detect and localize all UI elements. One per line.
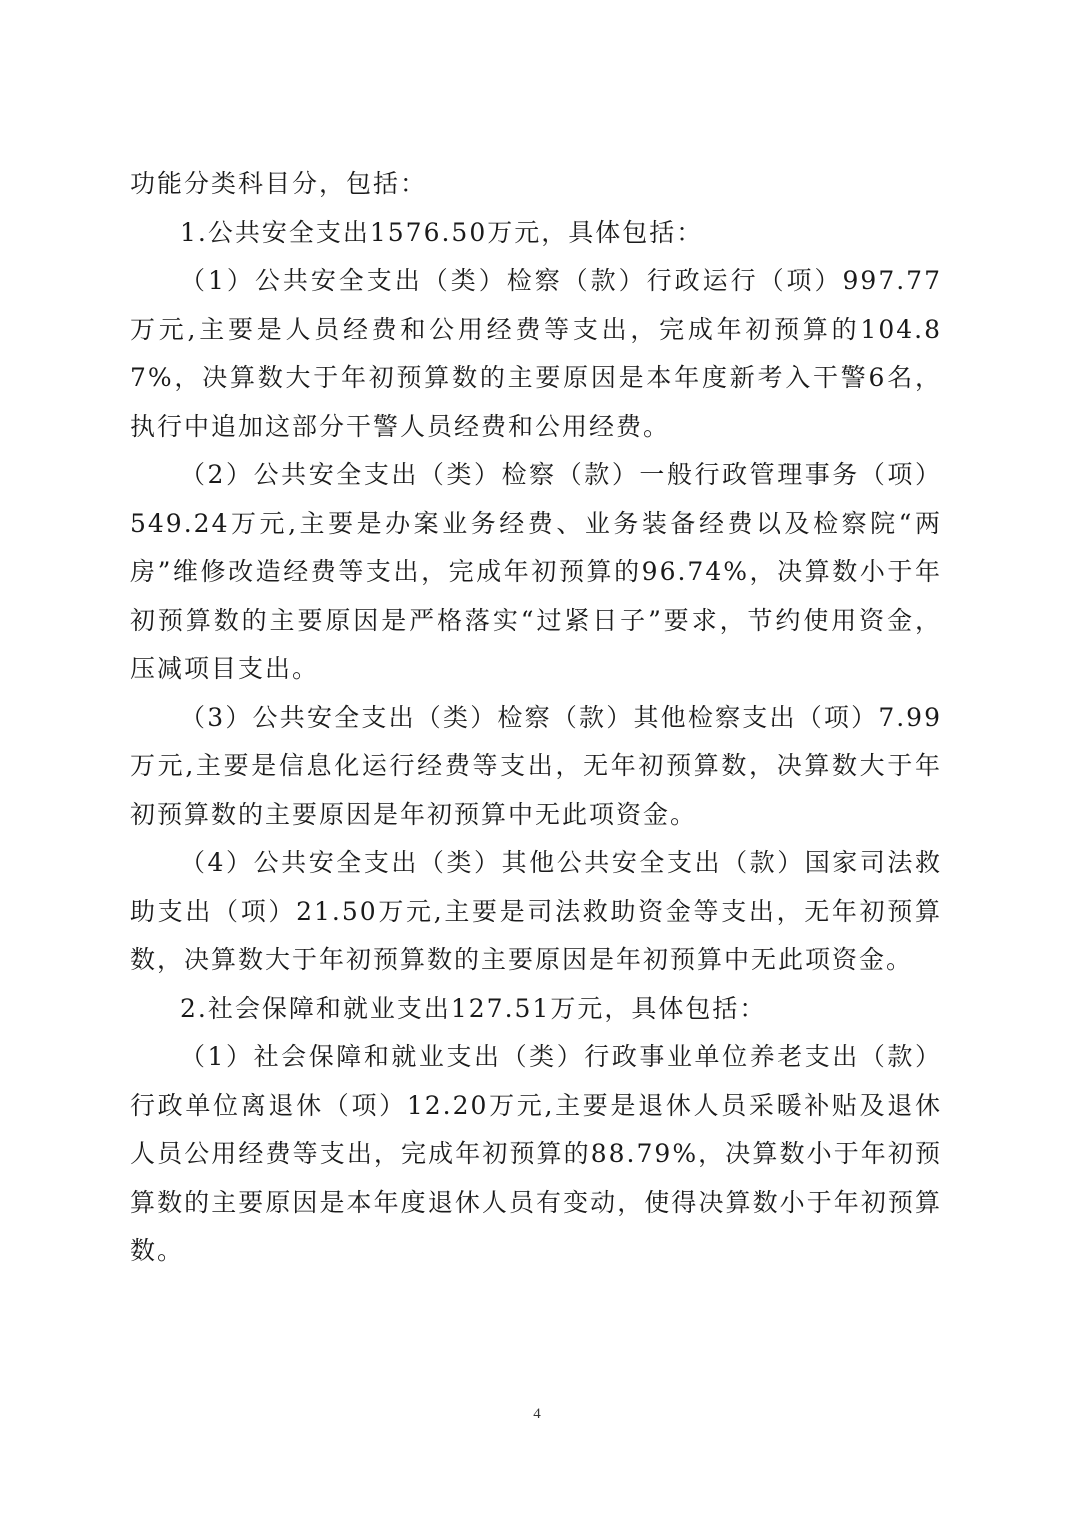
paragraph-social-item-1: （1）社会保障和就业支出（类）行政事业单位养老支出（款）行政单位离退休（项）12.20万元,主要是退休人员采暖补贴及退休人员公用经费等支出，完成年初预算的88.79%，决算数小于年初预算数的主要原因是本年度退休人员有变动，使得决算数小于年初预算数。 — [130, 1042, 942, 1265]
paragraph-item-4: （4）公共安全支出（类）其他公共安全支出（款）国家司法救助支出（项）21.50万元,主要是司法救助资金等支出，无年初预算数，决算数大于年初预算数的主要原因是年初预算中无此项资金。 — [130, 848, 942, 974]
paragraph-item-1: （1）公共安全支出（类）检察（款）行政运行（项）997.77万元,主要是人员经费和公用经费等支出，完成年初预算的104.87%，决算数大于年初预算数的主要原因是本年度新考入干警6名，执行中追加这部分干警人员经费和公用经费。 — [130, 266, 942, 441]
paragraph-public-security-heading: 1.公共安全支出1576.50万元，具体包括： — [180, 217, 704, 247]
page-number: 4 — [533, 1406, 541, 1422]
paragraph-intro: 功能分类科目分，包括： — [130, 169, 428, 198]
paragraph-item-3: （3）公共安全支出（类）检察（款）其他检察支出（项）7.99万元,主要是信息化运行经费等支出，无年初预算数，决算数大于年初预算数的主要原因是年初预算中无此项资金。 — [130, 702, 942, 829]
paragraph-social-security-heading: 2.社会保障和就业支出127.51万元，具体包括： — [180, 993, 767, 1023]
paragraph-item-2: （2）公共安全支出（类）检察（款）一般行政管理事务（项）549.24万元,主要是办案业务经费、业务装备经费以及检察院“两房”维修改造经费等支出，完成年初预算的96.74%，决算数小于年初预算数的主要原因是严格落实“过紧日子”要求，节约使用资金，压减项目支出。 — [130, 460, 942, 683]
document-body — [130, 160, 942, 1276]
